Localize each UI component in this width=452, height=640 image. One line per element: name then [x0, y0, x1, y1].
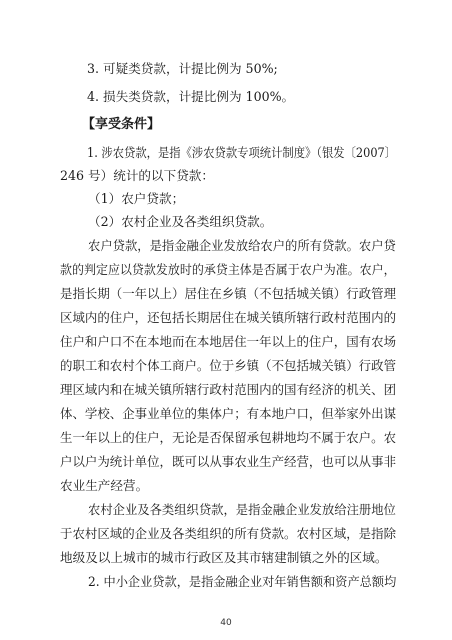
- text-line: 4. 损失类贷款，计提比例为 100%。: [87, 89, 295, 104]
- text-line: 地级及以上城市的城市行政区及其市辖建制镇之外的区域。: [60, 550, 388, 565]
- text-line: 住户和户口不在本地而在本地居住一年以上的住户，国有农场: [60, 334, 397, 349]
- text-line: 农村企业及各类组织贷款，是指金融企业发放给注册地位: [88, 502, 396, 517]
- text-line: 生一年以上的住户，无论是否保留承包耕地均不属于农户。农: [60, 430, 397, 445]
- text-line: 区域内的住户，还包括长期居住在城关镇所辖行政村范围内的: [60, 310, 397, 325]
- text-line: 体、学校、企事业单位的集体户；有本地户口，但举家外出谋: [60, 406, 397, 421]
- text-line: 3. 可疑类贷款，计提比例为 50%;: [87, 61, 278, 76]
- text-line: 是指长期（一年以上）居住在乡镇（不包括城关镇）行政管理: [60, 286, 397, 301]
- text-line: 理区域内和在城关镇所辖行政村范围内的国有经济的机关、团: [60, 382, 397, 397]
- text-line: 于农村区域的企业及各类组织的所有贷款。农村区域，是指除: [60, 526, 397, 541]
- text-line: 款的判定应以贷款发放时的承贷主体是否属于农户为准。农户，: [60, 262, 396, 277]
- page-number: 40: [220, 618, 232, 628]
- text-line: 农业生产经营。: [60, 478, 149, 493]
- text-line: 2. 中小企业贷款，是指金融企业对年销售额和资产总额均: [88, 574, 397, 589]
- text-line: （1）农户贷款；: [88, 191, 185, 206]
- text-line: 246 号）统计的以下贷款：: [60, 168, 214, 183]
- text-line: 1. 涉农贷款，是指《涉农贷款专项统计制度》（银发〔2007〕: [87, 145, 397, 160]
- text-line: 户以户为统计单位，既可以从事农业生产经营，也可以从事非: [60, 454, 397, 469]
- text-line: （2）农村企业及各类组织贷款。: [88, 214, 273, 229]
- section-heading: 【享受条件】: [82, 117, 161, 132]
- text-line: 的职工和农村个体工商户。位于乡镇（不包括城关镇）行政管: [60, 358, 397, 373]
- text-line: 农户贷款，是指金融企业发放给农户的所有贷款。农户贷: [88, 238, 396, 253]
